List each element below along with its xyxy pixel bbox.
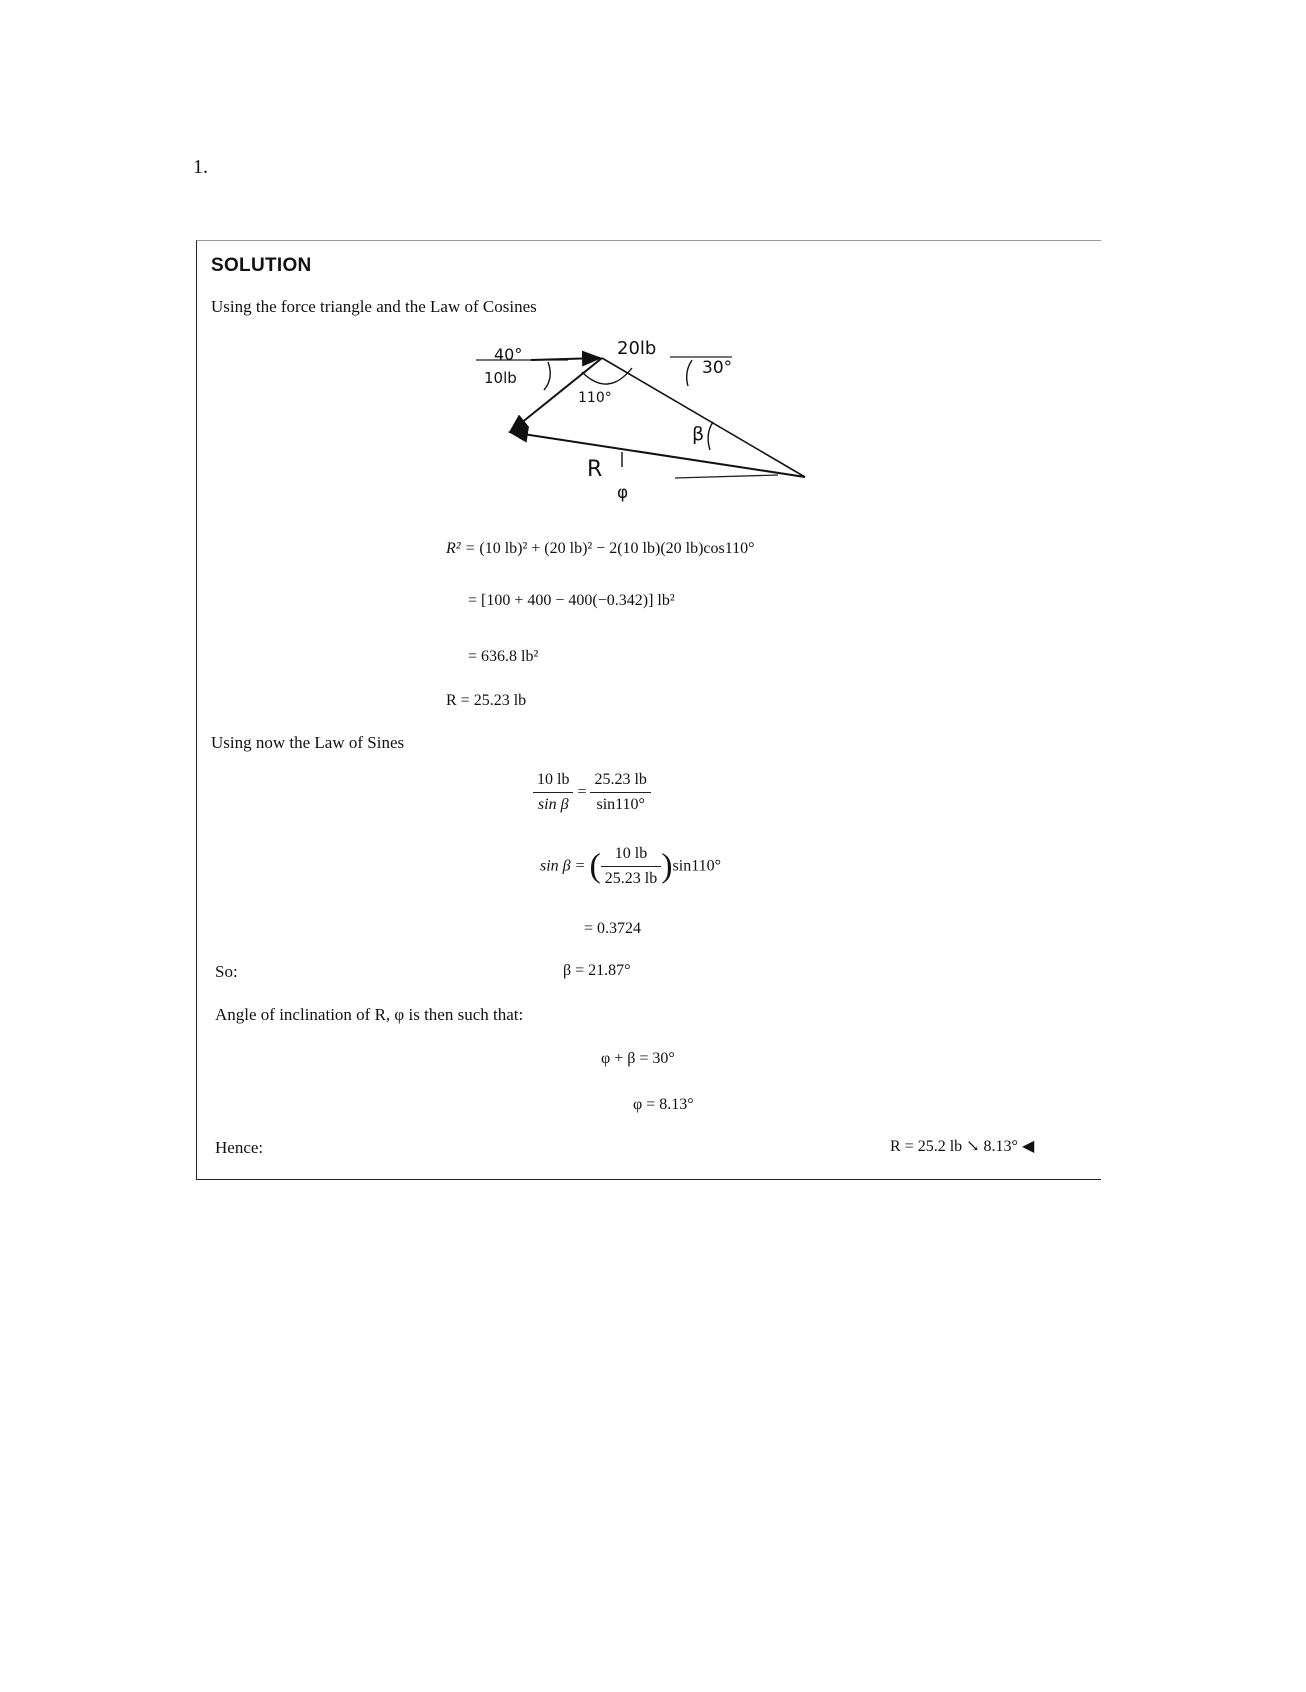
hence-label: Hence: [215,1138,264,1157]
paren-close: ) [661,847,673,885]
angle-40-arc [544,362,550,390]
label-phi: φ [617,483,629,503]
cosine-law-intro: Using the force triangle and the Law of Cosines [211,297,537,316]
inclination-text: Angle of inclination of R, φ is then such that: [215,1005,524,1024]
ratio-left [533,771,573,814]
beta-result: β = 21.87° [563,962,631,979]
phi-result: φ = 8.13° [633,1096,694,1113]
cosine-eq-line1 [446,540,755,558]
sine-law-intro: Using now the Law of Sines [211,733,405,752]
ratio-right [590,771,650,814]
sin-beta-frac-den: 25.23 lb [604,870,658,887]
ratio-right-num: 25.23 lb [590,771,650,793]
angle-beta-arc [708,422,713,450]
force-triangle-diagram [470,340,850,515]
label-R: R [587,457,603,482]
ratio-left-den: sin β [537,796,569,813]
label-10lb: 10lb [484,369,517,387]
so-label: So: [215,962,238,981]
cosine-eq-rhs: (10 lb)² + (20 lb)² − 2(10 lb)(20 lb)cos110° [479,540,755,557]
cosine-eq-line2: = [100 + 400 − 400(−0.342)] lb² [468,592,675,609]
ratio-equals: = [577,783,587,801]
sin-beta-lhs: sin β = [540,857,586,875]
ratio-left-num: 10 lb [533,771,573,793]
resultant-vector [510,432,805,477]
sin-beta-frac-num: 10 lb [601,845,661,867]
label-30deg: 30° [702,358,733,378]
angle-30-arc [687,360,692,386]
sin-beta-equation [540,845,721,888]
cosine-eq-lhs: R² = [446,540,476,557]
ratio-right-den: sin110° [596,796,645,813]
force-20lb-vector [531,358,600,360]
phi-sum-equation: φ + β = 30° [601,1050,675,1067]
final-answer: R = 25.2 lb ↘ 8.13° ◀ [890,1138,1035,1155]
label-110deg: 110° [578,390,612,406]
label-beta: β [692,423,705,445]
question-number: 1. [193,156,208,178]
bottom-reference-line [675,475,778,478]
solution-heading: SOLUTION [211,255,312,276]
cosine-eq-line3: = 636.8 lb² [468,648,539,665]
label-20lb: 20lb [617,340,657,359]
sine-ratio-equation [533,771,651,814]
sin-beta-tail: sin110° [672,857,722,875]
label-40deg: 40° [494,345,523,364]
sin-beta-value: = 0.3724 [584,920,642,937]
paren-open: ( [589,847,601,885]
cosine-eq-result: R = 25.23 lb [446,692,527,709]
sin-beta-fraction [601,845,661,888]
